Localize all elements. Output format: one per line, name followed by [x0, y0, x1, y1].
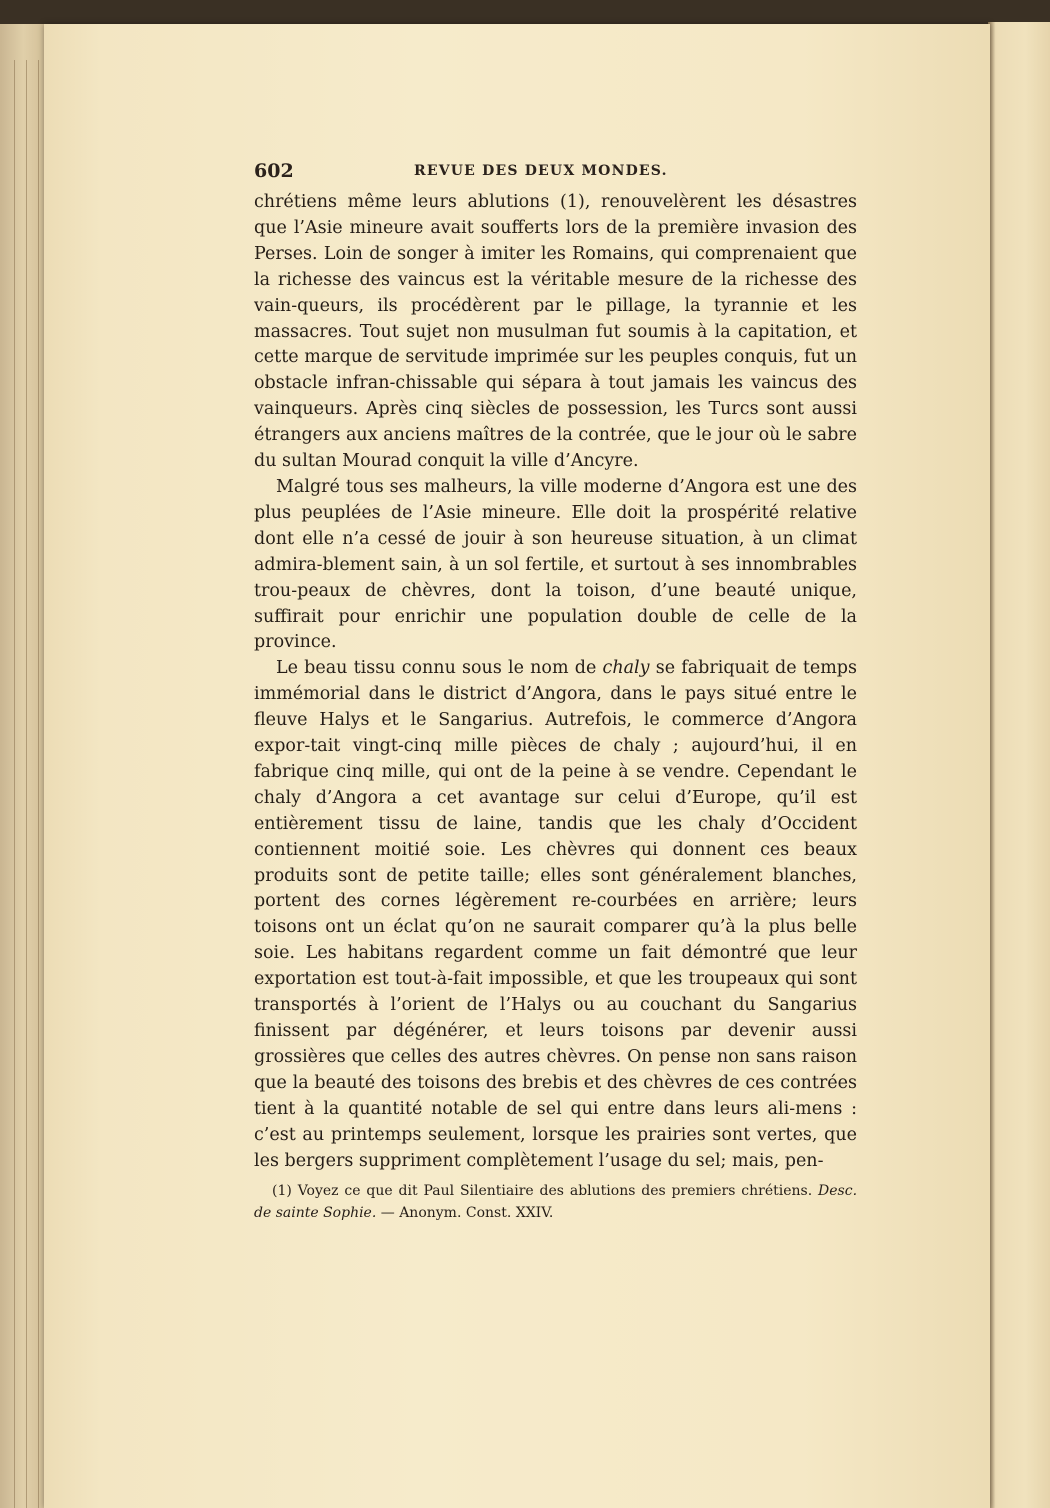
paragraph-1: chrétiens même leurs ablutions (1), renouvelèrent les désastres que l’Asie mineure avait soufferts lors de la première invasion des Perses. Loin de songer à imiter les Romains, qui comprenaient que la richesse des vaincus est la véritable mesure de la richesse des vain-queurs, ils procédèrent par le pillage, la tyrannie et les massacres. Tout sujet non musulman fut soumis à la capitation, et cette marque de servitude imprimée sur les peuples conquis, fut un obstacle infran-chissable qui sépara à tout jamais les vaincus des vainqueurs. Après cinq siècles de possession, les Turcs sont aussi étrangers aux anciens maîtres de la contrée, que le jour où le sabre du sultan Mourad conquit la ville d’Ancyre. [254, 192, 857, 472]
paragraph-2: Malgré tous ses malheurs, la ville moderne d’Angora est une des plus peuplées de l’Asie mineure. Elle doit la prospérité relative dont elle n’a cessé de jouir à son heureuse situation, à un climat admira-blement sain, à un sol fertile, et surtout à ses innombrables trou-peaux de chèvres, dont la toison, d’une beauté unique, suffirait pour enrichir une population double de celle de la province. [254, 476, 857, 653]
paragraph-3-rest: se fabriquait de temps immémorial dans le district d’Angora, dans le pays situé entre le fleuve Halys et le Sangarius. Autrefois, le commerce d’Angora expor-tait vingt-cinq mille pièces de chaly ; aujourd’hui, il en fabrique cinq mille, qui ont de la peine à se vendre. Cependant le chaly d’Angora a cet avantage sur celui d’Europe, qu’il est entièrement tissu de laine, tandis que les chaly d’Occident contiennent moitié soie. Les chèvres qui donnent ces beaux produits sont de petite taille; elles sont généralement blanches, portent des cornes légèrement re-courbées en arrière; leurs toisons ont un éclat qu’on ne saurait comparer qu’à la plus belle soie. Les habitans regardent comme un fait démontré que leur exportation est tout-à-fait impossible, et que les troupeaux qui sont transportés à l’orient de l’Halys ou au couchant du Sangarius finissent par dégénérer, et leurs toisons par devenir aussi grossières que celles des autres chèvres. On pense non sans raison que la beauté des toisons des brebis et des chèvres de ces contrées tient à la quantité notable de sel qui entre dans leurs ali-mens : c’est au printemps seulement, lorsque les prairies sont vertes, que les bergers suppriment complètement l’usage du sel; mais, pen- [254, 658, 857, 1171]
body-text [254, 190, 857, 1174]
page-edge-line [14, 60, 15, 1508]
page-edge-line [38, 60, 39, 1508]
page-number: 602 [254, 160, 294, 182]
facing-page-edge [988, 22, 1050, 1508]
footnote [254, 1180, 857, 1224]
footnote-marker: (1) [272, 1183, 292, 1199]
footnote-tail: — Anonym. Const. XXIV. [380, 1205, 554, 1221]
running-title: REVUE DES DEUX MONDES. [414, 163, 668, 179]
page-header [254, 160, 854, 188]
page-edge-line [26, 60, 27, 1508]
paragraph-3 [254, 656, 857, 1174]
footnote-text: Voyez ce que dit Paul Silentiaire des ablutions des premiers chrétiens. [297, 1183, 813, 1199]
footnote-italic-ref: Desc. de sainte Sophie. [254, 1183, 858, 1221]
italic-term: chaly [602, 658, 650, 679]
paragraph-3-start: Le beau tissu connu sous le nom de [276, 658, 597, 679]
